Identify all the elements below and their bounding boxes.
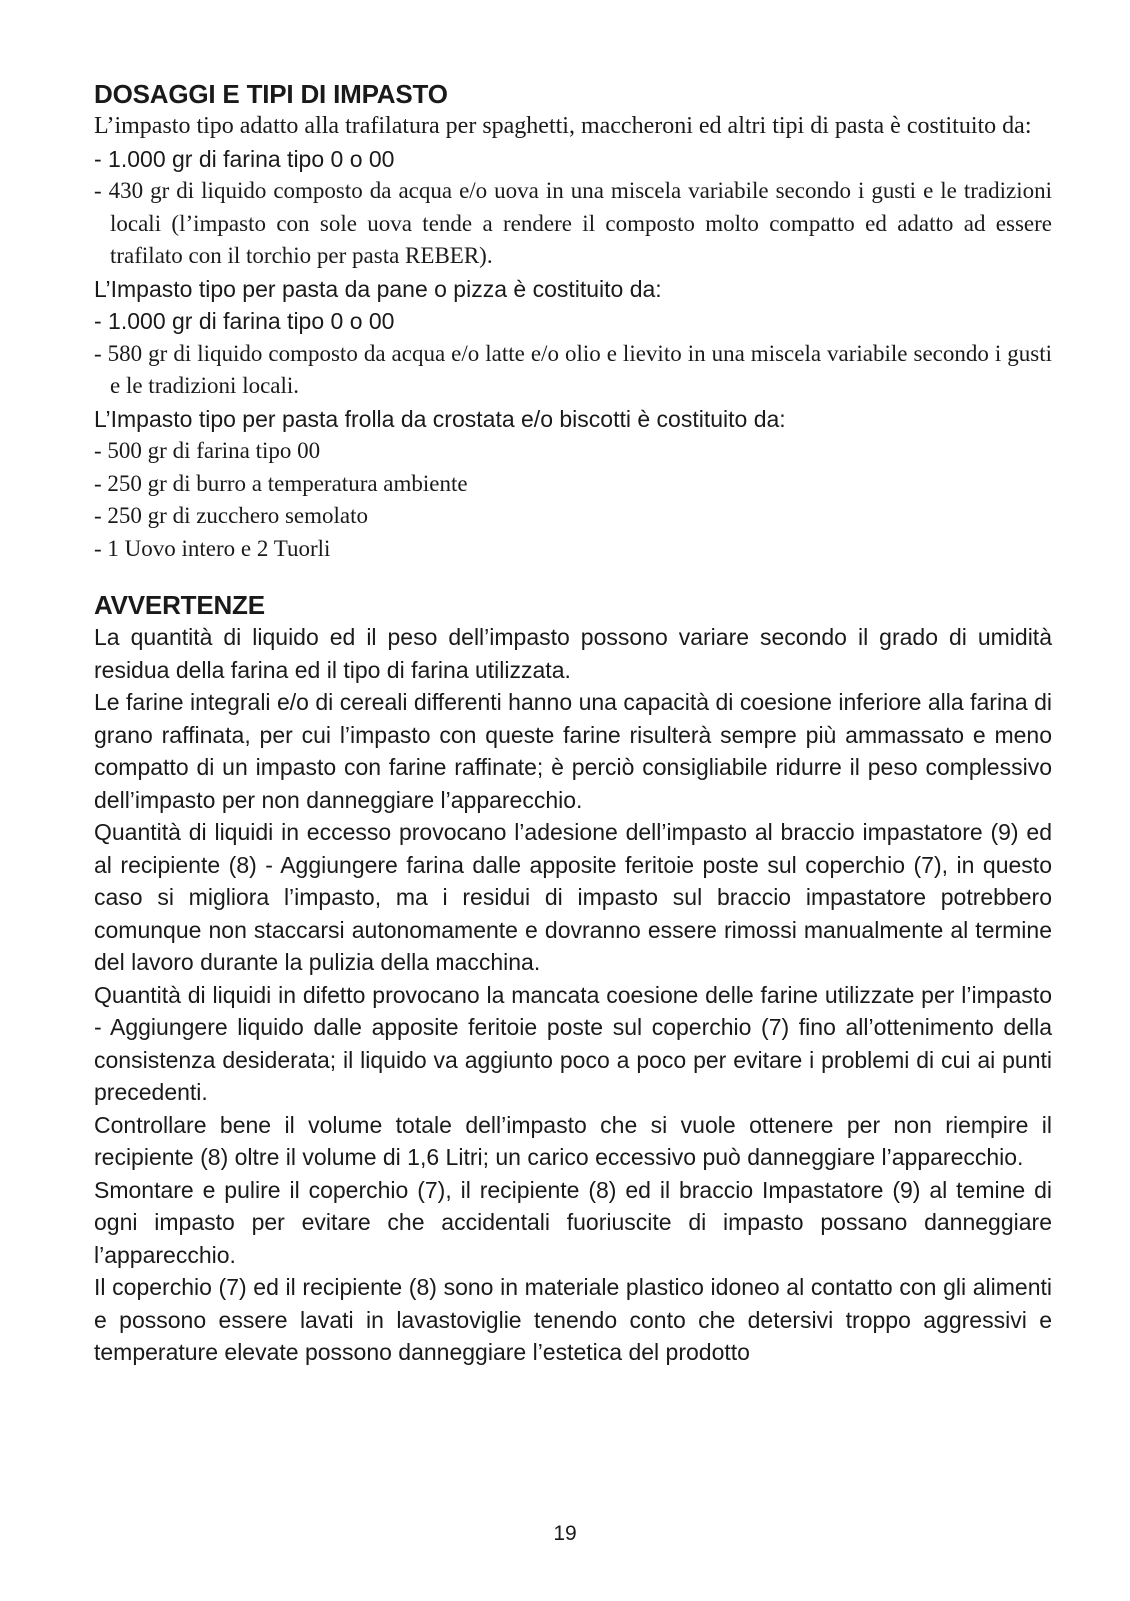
list-item: - 500 gr di farina tipo 00 [94,438,321,463]
list-item: - 1.000 gr di farina tipo 0 o 00 [94,145,395,172]
intro-paragraph-pasta: L’impasto tipo adatto alla trafilatura per spaghetti, maccheroni ed altri tipi di pasta è costituito da: [94,113,1032,139]
list-item: - 250 gr di burro a temperatura ambiente [94,470,468,496]
warning-paragraph: Le farine integrali e/o di cereali differenti hanno una capacità di coesione inferiore alla farina di grano raffinata, per cui l’impasto con queste farine risulterà sempre più ammassato e meno compatto di un impasto con farine raffinate; è perciò consigliabile ridurre il peso complessivo dell’impasto per non danneggiare l’apparecchio. [94,689,1052,813]
intro-paragraph-frolla: L’Impasto tipo per pasta frolla da crostata e/o biscotti è costituito da: [94,405,786,432]
list-item: - 250 gr di zucchero semolato [94,503,368,528]
warning-paragraph: Smontare e pulire il coperchio (7), il recipiente (8) ed il braccio Impastatore (9) al temine di ogni impasto per evitare che accidentali fuoriuscite di impasto possano danneggiare l’apparecchio. [94,1176,1052,1268]
list-item: - 430 gr di liquido composto da acqua e/o uova in una miscela variabile secondo i gusti e le tradizioni locali (l’impasto con sole uova tende a rendere il composto molto compatto ed adatto ad essere trafilato con il torchio per pasta REBER). [94,178,1052,268]
list-item: - 580 gr di liquido composto da acqua e/o latte e/o olio e lievito in una miscela variabile secondo i gusti e le tradizioni locali. [94,340,1052,398]
intro-paragraph-pane-pizza: L’Impasto tipo per pasta da pane o pizza è costituito da: [94,275,662,302]
list-item: - 1.000 gr di farina tipo 0 o 00 [94,308,395,334]
list-item: - 1 Uovo intero e 2 Tuorli [94,535,331,561]
warning-paragraph: Controllare bene il volume totale dell’impasto che si vuole ottenere per non riempire il recipiente (8) oltre il volume di 1,6 Litri; un carico eccessivo può danneggiare l’apparecchio. [94,1111,1052,1170]
warning-paragraph: Il coperchio (7) ed il recipiente (8) sono in materiale plastico idoneo al contatto con gli alimenti e possono essere lavati in lavastoviglie tenendo conto che detersivi troppo aggressivi e temperature elevate possono danneggiare l’estetica del prodotto [94,1274,1052,1365]
warning-paragraph: La quantità di liquido ed il peso dell’impasto possono variare secondo il grado di umidità residua della farina ed il tipo di farina utilizzata. [94,624,1052,683]
document-page [94,78,1052,1369]
section-spacer [94,565,1052,589]
page-number: 19 [553,1522,577,1545]
warning-paragraph: Quantità di liquidi in eccesso provocano l’adesione dell’impasto al braccio impastatore (9) ed al recipiente (8) - Aggiungere farina dalle apposite feritoie poste sul coperchio (7), in questo caso si migliora l’impasto, ma i residui di impasto sul braccio impastatore potrebbero comunque non staccarsi autonomamente e dovranno essere rimossi manualmente al termine del lavoro durante la pulizia della macchina. [94,819,1052,975]
warning-paragraph: Quantità di liquidi in difetto provocano la mancata coesione delle farine utilizzate per l’impasto - Aggiungere liquido dalle apposite feritoie poste sul coperchio (7) fino all’ottenimento della consistenza desiderata; il liquido va aggiunto poco a poco per evitare i problemi di cui ai punti precedenti. [94,981,1052,1105]
section-title-dosaggi: DOSAGGI E TIPI DI IMPASTO [94,79,448,109]
section-title-avvertenze: AVVERTENZE [94,590,265,620]
